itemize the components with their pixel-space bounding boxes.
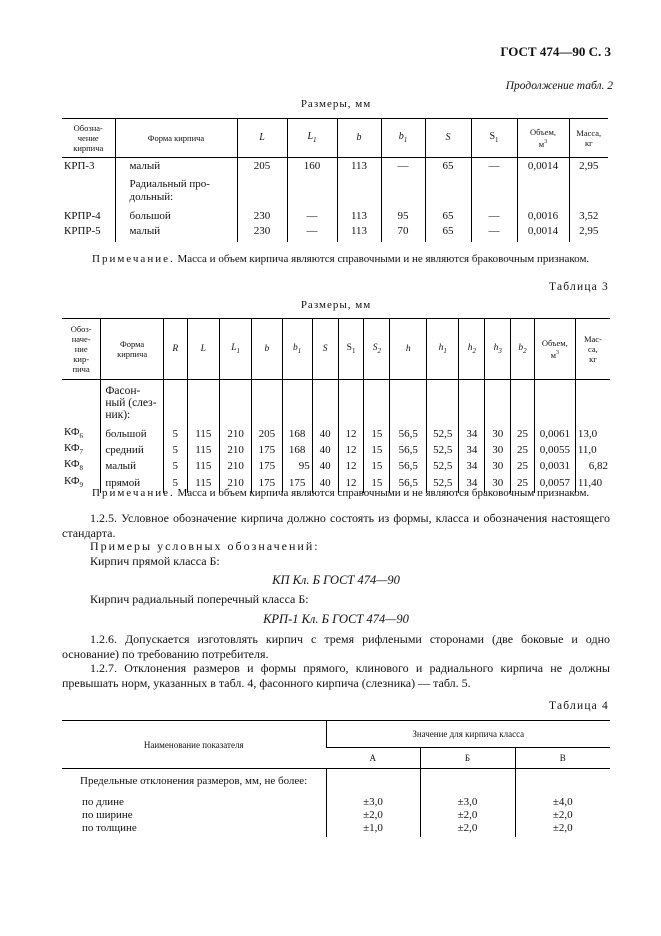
table-header-row xyxy=(62,119,608,158)
cell: 0,0057 xyxy=(534,475,575,493)
cell: 175 xyxy=(252,475,282,493)
table-header-row xyxy=(62,319,610,380)
cell: 25 xyxy=(511,426,535,442)
cell: ±2,0 xyxy=(420,822,515,837)
cell: ±2,0 xyxy=(420,809,515,822)
cell: 168 xyxy=(282,426,312,442)
cell xyxy=(459,380,485,427)
col-header-shape: Форма кирпича xyxy=(115,119,237,158)
cell: 175 xyxy=(252,442,282,458)
cell xyxy=(364,380,390,427)
cell: 113 xyxy=(337,158,381,176)
col-header-L: L xyxy=(187,319,219,380)
col-header-volume: Объем, $м^3$ xyxy=(517,119,569,158)
group-label: Фасон- ный (слез- ник): xyxy=(101,380,164,427)
cell: 15 xyxy=(364,442,390,458)
example2-label: Кирпич радиальный поперечный класса Б: xyxy=(90,592,309,606)
table-2 xyxy=(62,118,608,242)
cell: 210 xyxy=(219,442,251,458)
cell: ±2,0 xyxy=(515,809,610,822)
cell: 168 xyxy=(282,442,312,458)
table-row xyxy=(62,158,608,176)
cell: 40 xyxy=(312,426,338,442)
cell: 0,0014 xyxy=(517,158,569,176)
cell: 15 xyxy=(364,458,390,474)
cell: — xyxy=(471,208,517,225)
cell: 5 xyxy=(163,458,187,474)
cell xyxy=(390,380,427,427)
cell: 205 xyxy=(252,426,282,442)
cell: — xyxy=(287,208,337,225)
cell: 34 xyxy=(459,475,485,493)
cell: по толщине xyxy=(82,822,137,834)
cell: 30 xyxy=(485,475,511,493)
note-label: Примечание. xyxy=(92,253,175,265)
cell: 65 xyxy=(425,225,471,242)
cell xyxy=(427,380,459,427)
table-row xyxy=(62,796,610,809)
cell xyxy=(282,380,312,427)
note-text: Масса и объем кирпича являются справочными и не являются браковочным признаком. xyxy=(177,253,590,265)
cell xyxy=(312,380,338,427)
table3-caption: Размеры, мм xyxy=(300,299,372,311)
note-label: Примечание. xyxy=(92,487,175,499)
cell: по ширине xyxy=(82,809,133,821)
cell xyxy=(569,176,608,208)
cell: 5 xyxy=(163,475,187,493)
col-header-b: b xyxy=(252,319,282,380)
cell: 3,52 xyxy=(569,208,608,225)
col-header-R: R xyxy=(163,319,187,380)
cell: малый xyxy=(115,225,237,242)
cell: 12 xyxy=(338,458,364,474)
cell: 40 xyxy=(312,475,338,493)
cell xyxy=(237,176,287,208)
col-header-L1: $L_1$ xyxy=(287,119,337,158)
cell: КРПР-5 xyxy=(64,225,101,237)
cell: 70 xyxy=(381,225,425,242)
cell: 2,95 xyxy=(569,158,608,176)
cell: 15 xyxy=(364,426,390,442)
col-header-designation: Обозна- чение кирпича xyxy=(62,119,115,158)
cell xyxy=(420,769,515,797)
col-header-class-b: Б xyxy=(420,748,515,769)
example2-code: КРП-1 Кл. Б ГОСТ 474—90 xyxy=(263,612,409,626)
cell: 115 xyxy=(187,426,219,442)
cell: 30 xyxy=(485,458,511,474)
table2-caption: Размеры, мм xyxy=(300,98,372,110)
table-row xyxy=(62,176,608,208)
col-header-L1: $L_1$ xyxy=(219,319,251,380)
table-row xyxy=(62,426,610,442)
group-label: Радиальный про- дольный: xyxy=(115,176,237,208)
cell: 0,0055 xyxy=(534,442,575,458)
cell: 52,5 xyxy=(427,442,459,458)
cell: 30 xyxy=(485,442,511,458)
cell: 52,5 xyxy=(427,458,459,474)
cell: $КФ_7$ xyxy=(64,442,84,457)
cell xyxy=(381,176,425,208)
cell: 56,5 xyxy=(390,475,427,493)
cell xyxy=(485,380,511,427)
cell: большой xyxy=(101,426,164,442)
cell: малый xyxy=(115,158,237,176)
table-4 xyxy=(62,720,610,837)
col-header-S: S xyxy=(312,319,338,380)
col-header-class-v: В xyxy=(515,748,610,769)
col-header-class-a: А xyxy=(326,748,420,769)
table-row xyxy=(62,208,608,225)
cell: 6,82 xyxy=(575,458,610,474)
cell: 115 xyxy=(187,475,219,493)
page-header: ГОСТ 474—90 С. 3 xyxy=(500,44,611,59)
cell: КРПР-4 xyxy=(64,209,101,222)
cell xyxy=(287,176,337,208)
cell: 175 xyxy=(282,475,312,493)
cell: 2,95 xyxy=(569,225,608,242)
cell: прямой xyxy=(101,475,164,493)
col-header-S2: $S_2$ xyxy=(364,319,390,380)
col-header-class-group: Значение для кирпича класса xyxy=(326,721,610,748)
table-3 xyxy=(62,318,610,493)
cell: 160 xyxy=(287,158,337,176)
col-header-b1: $b_1$ xyxy=(282,319,312,380)
cell: — xyxy=(471,158,517,176)
cell: 52,5 xyxy=(427,426,459,442)
cell: 115 xyxy=(187,442,219,458)
table3-title: Таблица 3 xyxy=(549,281,609,293)
table2-note xyxy=(92,253,589,265)
cell xyxy=(534,380,575,427)
cell: 230 xyxy=(237,208,287,225)
cell: ±4,0 xyxy=(515,796,610,809)
col-header-h: h xyxy=(390,319,427,380)
col-header-b2: $b_2$ xyxy=(511,319,535,380)
cell xyxy=(62,176,115,208)
cell: 95 xyxy=(282,458,312,474)
col-header-S1: $S_1$ xyxy=(471,119,517,158)
cell: 175 xyxy=(252,458,282,474)
cell xyxy=(471,176,517,208)
paragraph-1-2-7: 1.2.7. Отклонения размеров и формы прямого, клинового и радиального кирпича не должны превышать норм, указанных в табл. 4, фасонного кирпича (слезника) — табл. 5. xyxy=(62,661,610,690)
table4-title: Таблица 4 xyxy=(549,700,609,712)
cell: 13,0 xyxy=(575,426,610,442)
cell: 0,0016 xyxy=(517,208,569,225)
table-row xyxy=(62,442,610,458)
cell xyxy=(515,769,610,797)
table-row xyxy=(62,380,610,427)
cell xyxy=(338,380,364,427)
group-label: Предельные отклонения размеров, мм, не более: xyxy=(80,775,308,787)
col-header-h3: $h_3$ xyxy=(485,319,511,380)
cell: ±3,0 xyxy=(326,796,420,809)
cell xyxy=(163,380,187,427)
table-row xyxy=(62,822,610,837)
cell: 65 xyxy=(425,158,471,176)
cell: 0,0061 xyxy=(534,426,575,442)
cell: 210 xyxy=(219,458,251,474)
cell: 113 xyxy=(337,208,381,225)
cell: 5 xyxy=(163,426,187,442)
col-header-mass: Мас- са, кг xyxy=(575,319,610,380)
note-text: Масса и объем кирпича являются справочными и не являются браковочным признаком. xyxy=(177,487,590,499)
cell: КРП-3 xyxy=(64,160,95,173)
cell: 15 xyxy=(364,475,390,493)
cell: 230 xyxy=(237,225,287,242)
cell: ±3,0 xyxy=(420,796,515,809)
cell: 25 xyxy=(511,475,535,493)
cell xyxy=(62,380,101,427)
cell xyxy=(425,176,471,208)
cell: 115 xyxy=(187,458,219,474)
cell xyxy=(252,380,282,427)
col-header-b1: $b_1$ xyxy=(381,119,425,158)
col-header-designation: Обоз- наче- ние кир- пича xyxy=(62,319,101,380)
cell xyxy=(511,380,535,427)
cell: 12 xyxy=(338,426,364,442)
cell: 34 xyxy=(459,442,485,458)
cell xyxy=(337,176,381,208)
cell: малый xyxy=(101,458,164,474)
col-header-S: S xyxy=(425,119,471,158)
cell: 65 xyxy=(425,208,471,225)
cell: — xyxy=(287,225,337,242)
col-header-L: L xyxy=(237,119,287,158)
cell xyxy=(575,380,610,427)
cell: 210 xyxy=(219,475,251,493)
cell: 34 xyxy=(459,458,485,474)
cell: 56,5 xyxy=(390,442,427,458)
cell: ±1,0 xyxy=(326,822,420,837)
cell: 12 xyxy=(338,475,364,493)
table-header-row xyxy=(62,721,610,748)
cell: 56,5 xyxy=(390,426,427,442)
cell: 210 xyxy=(219,426,251,442)
col-header-h2: $h_2$ xyxy=(459,319,485,380)
col-header-indicator: Наименование показателя xyxy=(62,721,326,769)
cell xyxy=(326,769,420,797)
cell: 0,0014 xyxy=(517,225,569,242)
col-header-h1: $h_1$ xyxy=(427,319,459,380)
examples-heading: Примеры условных обозначений: xyxy=(90,539,320,553)
cell xyxy=(187,380,219,427)
table-row xyxy=(62,769,610,797)
table-row xyxy=(62,458,610,474)
table-continuation-label: Продолжение табл. 2 xyxy=(505,80,613,92)
cell: 5 xyxy=(163,442,187,458)
paragraph-1-2-6: 1.2.6. Допускается изготовлять кирпич с тремя рифлеными сторонами (две боковые и одно основание) по требованию потребителя. xyxy=(62,632,610,661)
table3-note xyxy=(92,487,589,499)
cell: $КФ_9$ xyxy=(64,474,84,489)
cell: ±2,0 xyxy=(326,809,420,822)
col-header-b: b xyxy=(337,119,381,158)
cell: 12 xyxy=(338,442,364,458)
col-header-volume: Объем, $м^3$ xyxy=(534,319,575,380)
example1-code: КП Кл. Б ГОСТ 474—90 xyxy=(272,573,400,587)
cell: 25 xyxy=(511,442,535,458)
col-header-shape: Форма кирпича xyxy=(101,319,164,380)
col-header-S1: $S_1$ xyxy=(338,319,364,380)
cell xyxy=(517,176,569,208)
cell: 113 xyxy=(337,225,381,242)
cell: — xyxy=(381,158,425,176)
example1-label: Кирпич прямой класса Б: xyxy=(90,554,220,568)
cell: 30 xyxy=(485,426,511,442)
cell: 205 xyxy=(237,158,287,176)
cell: 11,0 xyxy=(575,442,610,458)
cell: $КФ_6$ xyxy=(64,426,84,441)
cell: средний xyxy=(101,442,164,458)
cell: 40 xyxy=(312,442,338,458)
cell: 11,40 xyxy=(575,475,610,493)
table-row xyxy=(62,809,610,822)
cell: большой xyxy=(115,208,237,225)
table-row xyxy=(62,225,608,242)
paragraph-1-2-5: 1.2.5. Условное обозначение кирпича должно состоять из формы, класса и обозначения настоящего стандарта. xyxy=(62,511,610,540)
cell: по длине xyxy=(82,796,124,808)
cell: — xyxy=(471,225,517,242)
cell: 52,5 xyxy=(427,475,459,493)
cell: ±2,0 xyxy=(515,822,610,837)
cell: 25 xyxy=(511,458,535,474)
cell: 0,0031 xyxy=(534,458,575,474)
cell: 56,5 xyxy=(390,458,427,474)
cell: $КФ_8$ xyxy=(64,458,84,473)
cell: 95 xyxy=(381,208,425,225)
col-header-mass: Масса, кг xyxy=(569,119,608,158)
cell xyxy=(219,380,251,427)
cell: 40 xyxy=(312,458,338,474)
cell: 34 xyxy=(459,426,485,442)
